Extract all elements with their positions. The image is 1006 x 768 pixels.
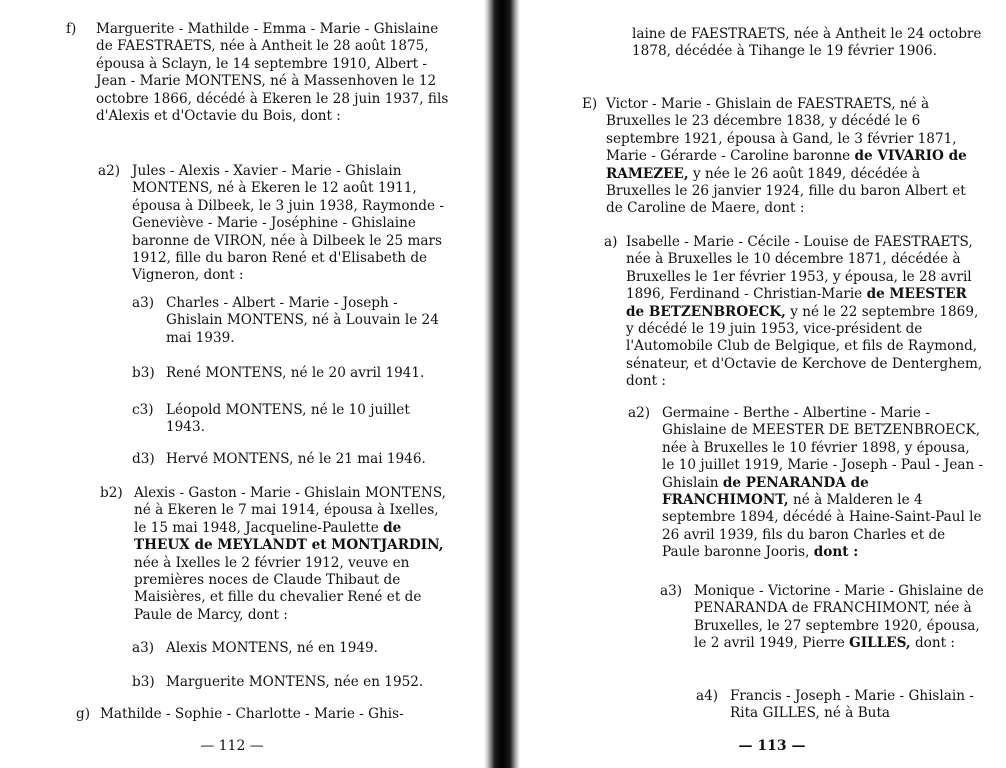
- entry-label: g): [76, 706, 91, 722]
- entry-bold-end: dont :: [813, 544, 859, 561]
- entry-c3: [132, 402, 452, 437]
- entry-text-after: y né le 22 septembre 1869, y décédé le 19 juin 1953, vice-président de l'Automobile Club de Belgique, et fils de Raymond, sénateur, et d'Octavie de Kerchove de Denterghem, dont :: [626, 303, 983, 390]
- entry-text: Marguerite - Mathilde - Emma - Marie - Ghislaine de FAESTRAETS, née à Antheit le 28 août 1875, épousa à Sclayn, le 14 septembre 1910, Albert - Jean - Marie MONTENS, né à Massenhoven le 12 octobre 1866, décédé à Ekeren le 28 juin 1937, fils d'Alexis et d'Octavie du Bois, dont :: [96, 21, 449, 125]
- entry-text: [134, 485, 452, 624]
- entry-g: [76, 706, 456, 723]
- left-page: [0, 0, 484, 768]
- entry-label: a2): [628, 405, 651, 421]
- entry-text: Jules - Alexis - Xavier - Marie - Ghislain MONTENS, né à Ekeren le 12 août 1911, épousa à Dilbeek, le 3 juin 1938, Raymonde - Geneviève - Marie - Joséphine - Ghislaine baronne de VIRON, née à Dilbeek le 25 mars 1912, fille du baron René et d'Elisabeth de Vigneron, dont :: [132, 163, 444, 284]
- entry-text: [662, 405, 984, 562]
- entry-text: Francis - Joseph - Marie - Ghislain - Rita GILLES, né à Buta: [730, 688, 974, 722]
- entry-text: [694, 583, 984, 653]
- entry-label: a3): [132, 295, 155, 311]
- entry-text: Charles - Albert - Marie - Joseph - Ghislain MONTENS, né à Louvain le 24 mai 1939.: [166, 295, 439, 346]
- entry-text: Mathilde - Sophie - Charlotte - Marie - Ghis-: [100, 706, 404, 722]
- entry-text: laine de FAESTRAETS, née à Antheit le 24 octobre 1878, décédée à Tihange le 19 février 1906.: [632, 26, 982, 60]
- entry-label: a3): [660, 583, 683, 599]
- entry-f: [66, 21, 450, 125]
- entry-a2: [628, 405, 984, 562]
- entry-label: E): [582, 96, 598, 112]
- entry-b2: [100, 485, 452, 624]
- entry-text: René MONTENS, né le 20 avril 1941.: [166, 365, 425, 381]
- entry-label: b3): [132, 365, 155, 381]
- entry-text-after: dont :: [914, 635, 955, 652]
- entry-a2: [98, 163, 452, 285]
- page-number: — 112 —: [200, 738, 264, 754]
- entry-text: [626, 234, 986, 391]
- entry-a3-second: [132, 640, 456, 657]
- entry-text-after: y née le 26 août 1849, décédée à Bruxelles le 26 janvier 1924, fille du baron Albert et de Caroline de Maere, dont :: [606, 165, 966, 217]
- entry-E: [582, 96, 986, 218]
- entry-label: a2): [98, 163, 121, 179]
- entry-label: a4): [696, 688, 719, 704]
- right-page: [520, 0, 1006, 768]
- entry-label: c3): [132, 402, 154, 418]
- entry-d3: [132, 451, 456, 468]
- entry-a3: [660, 583, 984, 653]
- entry-bold-name: de VIVARIO de RAMEZEE,: [606, 148, 967, 182]
- entry-bold-name: de THEUX de MEYLANDT et MONTJARDIN,: [134, 519, 444, 554]
- entry-text-before: Isabelle - Marie - Cécile - Louise de FAESTRAETS, née à Bruxelles le 10 décembre 1871, décédée à Bruxelles le 1er février 1953, y épousa, le 28 avril 1896, Ferdinand - Christian-Marie: [626, 234, 973, 303]
- entry-label: a): [604, 234, 618, 250]
- entry-text: Marguerite MONTENS, née en 1952.: [166, 674, 424, 690]
- entry-text: Alexis MONTENS, né en 1949.: [166, 640, 378, 656]
- entry-continuation: [632, 26, 986, 61]
- entry-text-after: née à Ixelles le 2 février 1912, veuve en premières noces de Claude Thibaut de Maisières, et fille du chevalier René et de Paule de Marcy, dont :: [134, 554, 422, 623]
- entry-label: d3): [132, 451, 155, 467]
- entry-label: b3): [132, 674, 155, 690]
- entry-label: f): [66, 21, 77, 37]
- entry-b3: [132, 365, 456, 382]
- entry-text-before: Victor - Marie - Ghislain de FAESTRAETS, né à Bruxelles le 23 décembre 1838, y décédé le 6 septembre 1921, épousa à Gand, le 3 février 1871, Marie - Gérarde - Caroline baronne: [606, 96, 957, 165]
- entry-text: Léopold MONTENS, né le 10 juillet 1943.: [166, 402, 410, 436]
- entry-text-after: né à Malderen le 4 septembre 1894, décédé à Haine-Saint-Paul le 26 avril 1939, fils du baron Charles et de Paule baronne Jooris,: [662, 492, 982, 561]
- entry-label: b2): [100, 485, 123, 501]
- entry-text: Hervé MONTENS, né le 21 mai 1946.: [166, 451, 426, 467]
- entry-text-before: Germaine - Berthe - Albertine - Marie - Ghislaine de MEESTER DE BETZENBROECK, née à Bruxelles le 10 février 1898, y épousa, le 10 juillet 1919, Marie - Joseph - Paul - Jean - Ghislain: [662, 405, 984, 491]
- entry-text-before: Monique - Victorine - Marie - Ghislaine de PENARANDA de FRANCHIMONT, née à Bruxelles, le 27 septembre 1920, épousa, le 2 avril 1949, Pierre: [694, 583, 984, 652]
- entry-b3-second: [132, 674, 462, 691]
- entry-a3: [132, 295, 452, 347]
- page-number: — 113 —: [738, 738, 806, 754]
- entry-bold-name: GILLES,: [849, 635, 911, 652]
- entry-bold-name: de PENARANDA de FRANCHIMONT,: [662, 474, 869, 509]
- book-gutter: [484, 0, 520, 768]
- entry-label: a3): [132, 640, 155, 656]
- entry-bold-name: de MEESTER de BETZENBROECK,: [626, 286, 967, 320]
- entry-text-before: Alexis - Gaston - Marie - Ghislain MONTENS, né à Ekeren le 7 mai 1914, épousa à Ixelles, le 15 mai 1948, Jacqueline-Paulette: [134, 485, 446, 536]
- entry-text: [606, 96, 986, 218]
- entry-a4: [696, 688, 986, 723]
- entry-a: [604, 234, 986, 391]
